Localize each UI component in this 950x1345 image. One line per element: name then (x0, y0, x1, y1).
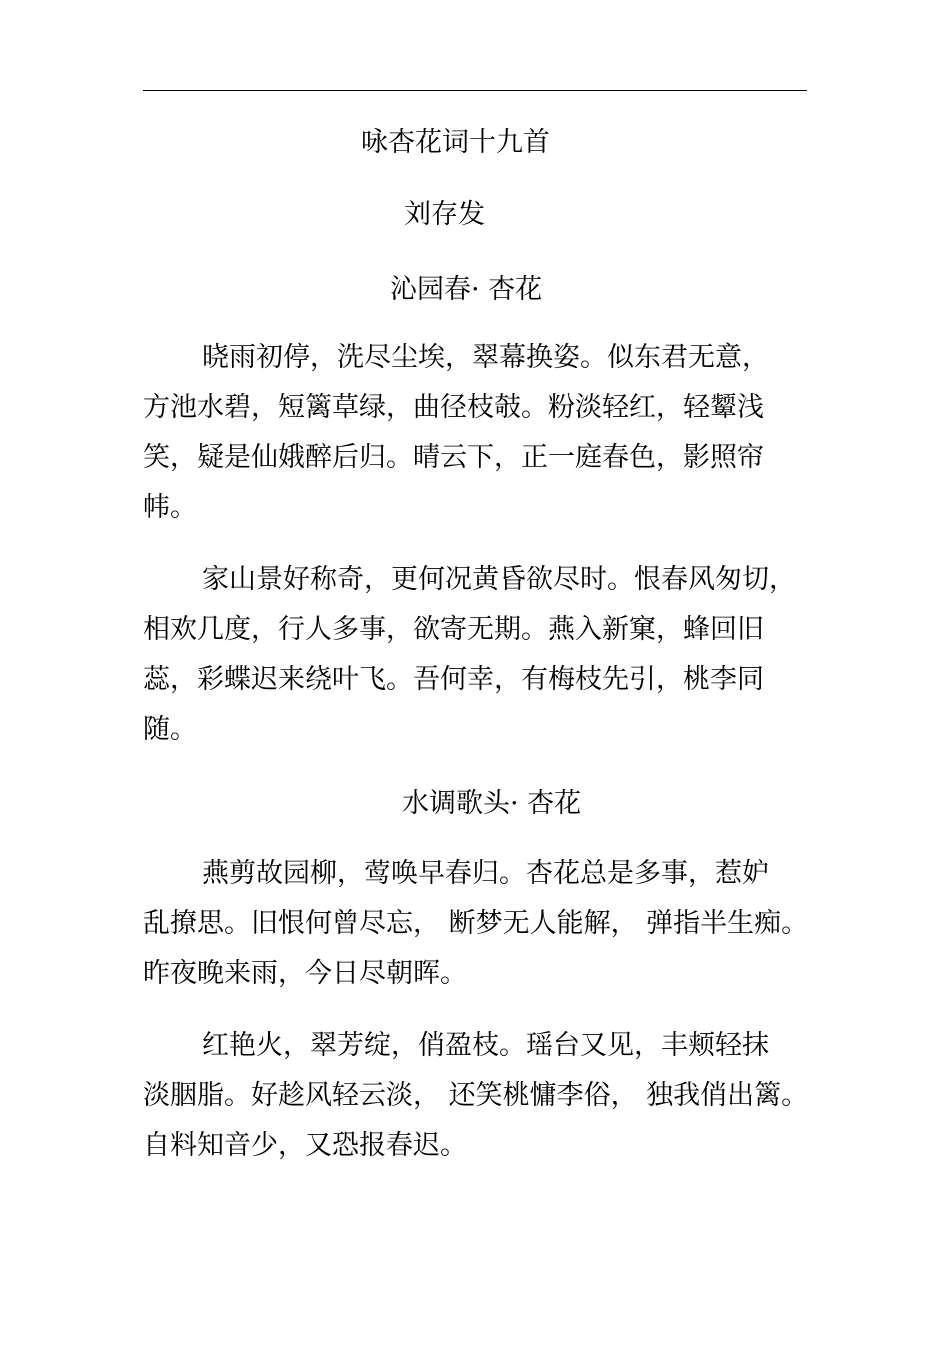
poem-line: 方池水碧，短篱草绿，曲径枝攲。粉淡轻红，轻颦浅 (143, 392, 764, 423)
poem-line: 笑，疑是仙娥醉后归。晴云下，正一庭春色，影照帘 (143, 442, 764, 473)
poem-line: 自料知音少，又恐报春迟。 (143, 1130, 467, 1161)
poem-line: 乱撩思。旧恨何曾尽忘， 断梦无人能解， 弹指半生痴。 (143, 908, 809, 939)
poem-paragraph (143, 1021, 807, 1171)
poem-line: 随。 (143, 714, 197, 745)
poem-line: 蕊，彩蝶迟来绕叶飞。吾何幸，有梅枝先引，桃李同 (143, 664, 764, 695)
poem-line: 家山景好称奇，更何况黄昏欲尽时。恨春风匆切， (202, 564, 796, 595)
poem-paragraph (143, 555, 807, 755)
section-heading-shuidiaogetou: 水调歌头· 杏花 (402, 788, 582, 819)
poem-line: 昨夜晚来雨，今日尽朝晖。 (143, 958, 467, 989)
poem-line: 晓雨初停，洗尽尘埃，翠幕换姿。似东君无意， (202, 342, 769, 373)
poem-line: 相欢几度，行人多事，欲寄无期。燕入新窠，蜂回旧 (143, 614, 764, 645)
document-title: 咏杏花词十九首 (361, 127, 550, 158)
poem-paragraph (143, 333, 807, 533)
poem-line: 红艳火，翠芳绽，俏盈枝。瑶台又见，丰颊轻抹 (202, 1030, 769, 1061)
poem-line: 帏。 (143, 492, 197, 523)
document-author: 刘存发 (404, 199, 485, 230)
top-divider-rule (143, 90, 807, 91)
section-heading-qinyuanchun: 沁园春· 杏花 (390, 274, 543, 305)
poem-line: 燕剪故园柳，莺唤早春归。杏花总是多事，惹妒 (202, 858, 769, 889)
poem-paragraph (143, 849, 807, 999)
poem-line: 淡胭脂。好趁风轻云淡， 还笑桃慵李俗， 独我俏出篱。 (143, 1080, 809, 1111)
